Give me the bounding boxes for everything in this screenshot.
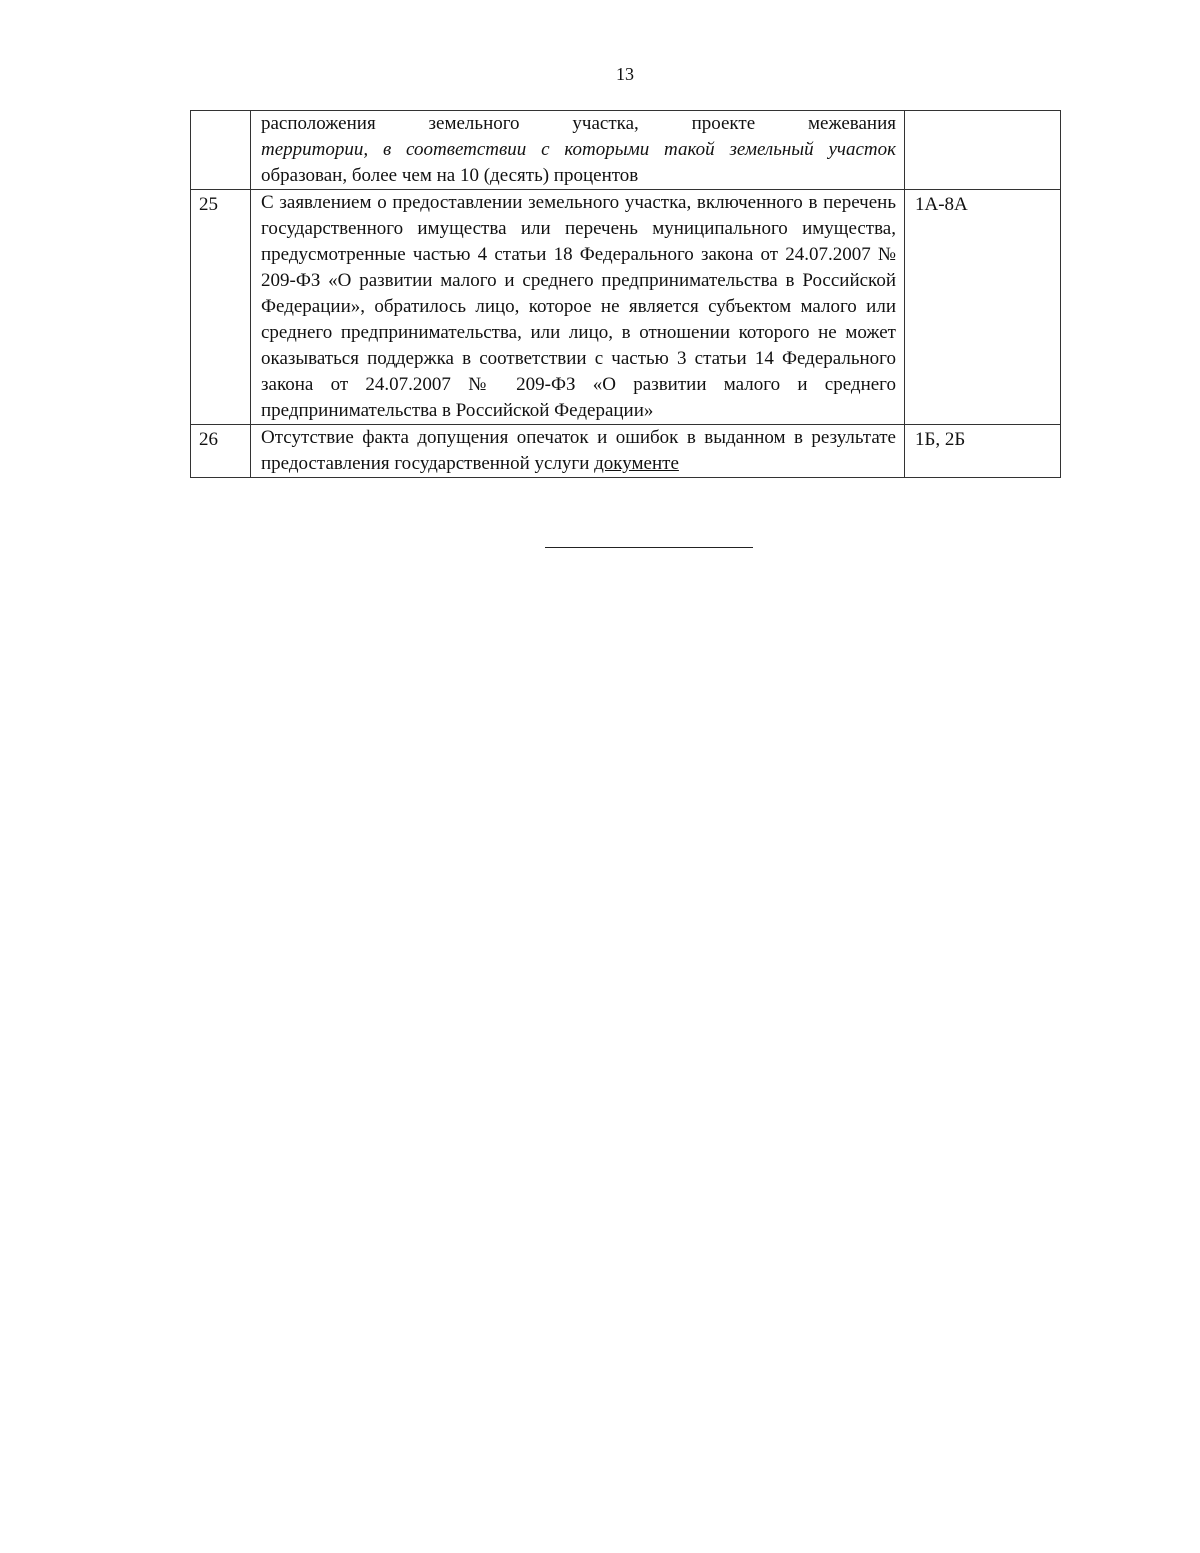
underlined-word: документе: [594, 453, 679, 474]
row-reference-cell: 1Б, 2Б: [905, 425, 1061, 478]
row-reference-cell: [905, 111, 1061, 190]
row-number-cell: 25: [191, 190, 251, 425]
text-line: образован, более чем на 10 (десять) процентов: [261, 165, 639, 186]
row-text-cell: [251, 425, 905, 478]
row-text-cell: С заявлением о предоставлении земельного участка, включенного в перечень государственного имущества или перечень муниципального имущества, предусмотренные частью 4 статьи 18 Федерального закона от 24.07.2007 № 209-ФЗ «О развитии малого и среднего предпринимательства в Российской Федерации», обратилось лицо, которое не является субъектом малого или среднего предпринимательства, или лицо, в отношении которого не может оказываться поддержка в соответствии с частью 3 статьи 14 Федерального закона от 24.07.2007 № 209-ФЗ «О развитии малого и среднего предпринимательства в Российской Федерации»: [251, 190, 905, 425]
page-number: 13: [616, 64, 634, 84]
row-text: Отсутствие факта допущения опечаток и ошибок в выданном в результате предоставления государственной услуги: [261, 427, 896, 474]
row-number-cell: 26: [191, 425, 251, 478]
row-number-cell: [191, 111, 251, 190]
text-line: территории, в соответствии с которыми такой земельный участок: [261, 139, 896, 160]
row-text-cell: [251, 111, 905, 190]
table-row: [191, 425, 1061, 478]
table-row: [191, 190, 1061, 425]
text-line: расположения земельного участка, проекте межевания: [261, 113, 896, 134]
table-row: [191, 111, 1061, 190]
end-of-document-rule: [545, 547, 753, 548]
conditions-table: [190, 110, 1061, 478]
row-reference-cell: 1А-8А: [905, 190, 1061, 425]
